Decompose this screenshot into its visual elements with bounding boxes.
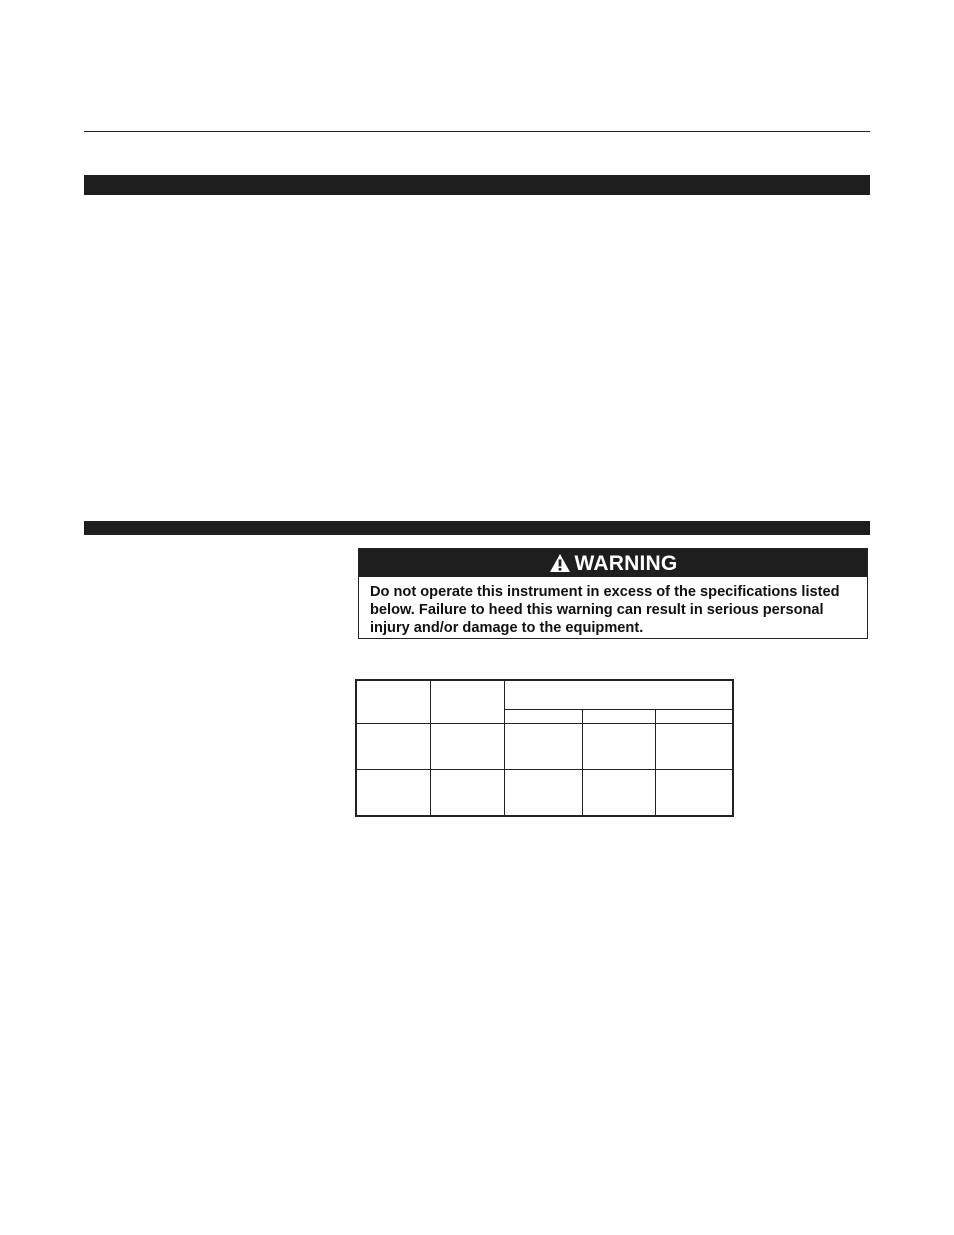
warning-text <box>359 577 867 637</box>
table-subheader-cell <box>582 710 655 724</box>
table-cell <box>356 724 430 770</box>
table-header-row <box>356 680 733 710</box>
table-cell <box>655 770 733 817</box>
table-row <box>356 770 733 817</box>
table-cell <box>504 724 582 770</box>
header-rule <box>84 131 870 132</box>
table-header-group-cell <box>504 680 733 710</box>
table-header-cell <box>430 680 504 724</box>
table-cell <box>655 724 733 770</box>
table-header-cell <box>356 680 430 724</box>
table-subheader-cell <box>655 710 733 724</box>
warning-text-line-3: injury and/or damage to the equipment. <box>370 620 644 636</box>
table-row <box>356 724 733 770</box>
warning-triangle-icon <box>549 553 571 573</box>
warning-header <box>359 549 867 577</box>
table-cell <box>356 770 430 817</box>
table-subheader-cell <box>504 710 582 724</box>
warning-box <box>358 548 868 639</box>
warning-title: WARNING <box>574 551 678 575</box>
warning-text-line-2: below. Failure to heed this warning can result in serious personal <box>370 602 824 618</box>
table-cell <box>430 724 504 770</box>
table-cell <box>582 770 655 817</box>
table-cell <box>430 770 504 817</box>
section-heading-bar-1 <box>84 175 870 195</box>
specifications-table <box>355 679 734 817</box>
warning-text-line-1: Do not operate this instrument in excess of the specifications listed <box>370 584 840 600</box>
table-cell <box>582 724 655 770</box>
section-heading-bar-2 <box>84 521 870 535</box>
table-cell <box>504 770 582 817</box>
